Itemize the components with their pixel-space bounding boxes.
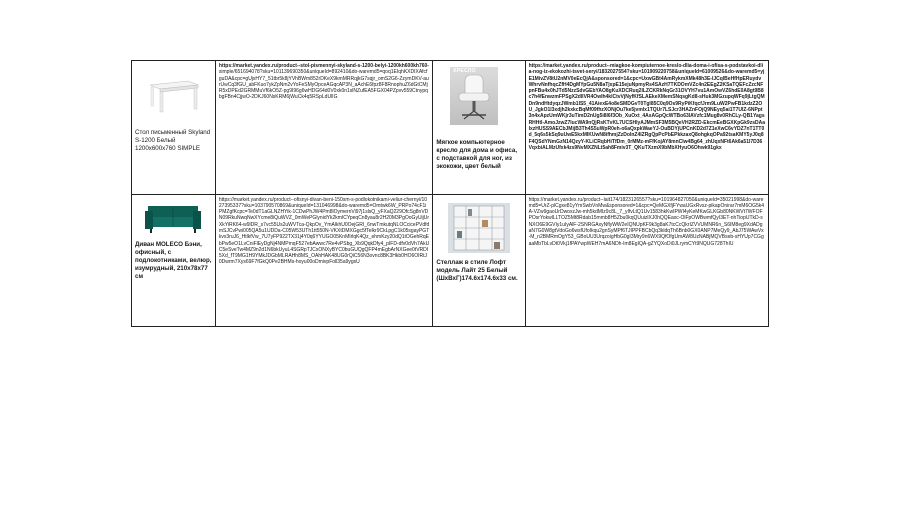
product-name: Мягкое компьютерное кресло для дома и офиса, с подставкой для ног, из экокожи, цвет белый bbox=[436, 139, 518, 170]
white-desk-image bbox=[144, 67, 202, 115]
product-cell-chair bbox=[433, 61, 525, 195]
product-url-head[interactable]: https://market.yandex.ru/product--miagkoe-kompiuternoe-kreslo-dlia-doma-i-ofisa-s-podstavkoi-dlia-nog-iz-ekokozhi-tsvet- bbox=[528, 63, 764, 76]
product-url[interactable]: https://market.yandex.ru/product--ofisnyi-divan-beni-150sm-s-podlokotnikami-veliur-chernyi/1027395337?sku=103790570869&uniqueId=131046998&do-waremd5=Omtwk6W_PRPo74cF1iPMZgfKcpc=Te0dT1aGLNZHYik-1CDwPhJW4Pm8lOymernVi97j1slsQ_yFXaQ229OfcSg8nVDN09RkuNwqNwXYcme8iQuWVZ_0mWePGlynidYk2kmICYpeqCn8yau8r2H20M3PgOoGyUijUrXkYiRK64-w9lDR_s7vc55Us2uWVTca-QkpOv_YmAlkhU0OejGRI_6nwTmkutqNLOCcicePVdfdmSJCvPwi005QA5u1UDDa-C05W53UTh1tt550N-VKXtDMXGgc5fTelkr9CkLpgC1k05sgayPGTkvx3ruJ6_HtlkfVw_7U7yFP922TX31j4Y0q6YYUGO05KnMIrlqK4Qz_ehmKzy20dQ1tOGehRqEbPw5eO1LvCniFlEyDgNj4NMPmqF527ebAwwc7Re4vPSbg_Xb9QqkDfy4_pIFD-dfv0dVh7AkUC5eSveTw4MZ9n2d1N6bkUyuL4SGRpTJCxONXyBYC0buGUQgQFP4mEgbArNXGee0tVRDI5Xd_fT9MG1H9YMkJDGbMLRAHh8MS_OAhHAK48UG0rQiC56N3ovnc8BK3Hkb0HO6OIRtJ0Dwrm7Xys69F7fGkQ0Pe2BHMs-hoyu00oDmivpFoll35a9ygsU bbox=[218, 196, 430, 266]
product-url[interactable] bbox=[529, 63, 765, 151]
table-row bbox=[132, 61, 769, 195]
product-cell-shelving bbox=[433, 194, 525, 327]
chair-icon bbox=[450, 67, 498, 125]
product-url[interactable]: https://market.yandex.ru/product--lait174/1823126557?sku=101964827050&uniqueId=35021998&do-waremd5=UrZ-plCgxe81yYmSwbVnMw&sponsored=1&cpc=QeMGXfjFYwaUGxRvsz-pikapOnirar7mM6OG5k4A-VZw9gaoUrDwoxzJw-mh5kdMIz9c8L_7_yIfvLtQ1Uv1583hkKwIPWI4yKeMKwGLKGb80NKWVt7WFOFPOsrYokwlLLTOZ5Mt8Rdab15mmb8H5Zbu0kqQUuizlXJ0hQQEaxc-OlFpOWBwmfQyI3ET-nhTiopUTkD-sNXO6E9GVIy1uIyAlF-2SNRGAxyNflyWW2eIQNUpKF9k3g8aK7tcCcQkrIZVVUMNR6n_S6IM8eg9XdADgaN7G0W8gtVdoGo6wsfUfoIkqu2gnSyMPf6TJIPPFBCbQq3kldqTh6Bnb0GX0ANP7MeQy9_AbJ75WAwVx-M_n2BMRmOgY53_GBoUU3UrqzoigHbG0gI3Mry9n6WX9QfOfgUmAW8UzNABjMQVBseb-sHYUp7CGgaaMbTbLvDt0Vkj1fPAYwpWEH7mA6NDh-Im8EgIQA-gZYQXoDi0JLrymCYt9NQUG728ThIU bbox=[528, 196, 765, 247]
product-url-body[interactable]: seryi/1832027554?sku=101909220758&uniqueId=61009526&do-waremd5=yjE1MivZV8tU2nMV0eEcQjA&sponsored=1&cpc=UxwGBt4AmRykmXMk48h3E-IJCqlBeHfHpERuydvWhrvNnfhqcZfH4DgMYpGu5N8aTjxpE15ejuNpmyRs4SAzH7TKDOmVZc4n2EEgZ2KSaTQEFcZzcNFpnFBu4x0hJTd5NzzSdvGEbYAO8gKuXDCRuq2ILZCKRkNqGr31OVYH7vu1AmOwVZ6hdE0A8gt9B8c7h4fEnwzmFPSgX2dlIVR4OwIh4klCtvVjNyfKfSLAEkeXMemSNqsgKd8-sHuk3MGzupqWFq9jLtgQMDn9ndHtdyqzJWmb1IS5_41AiexE4o8eSMDGvT0TgI85C0q9Os9RyPiKfqcfJrm9LuW2PwFB1kdzZ2OU_JgkO1l3xdjh2kxkcBqMf09fhzXONjOu7ke5jvmlx1TQUr7LSJcr3HAZnFOjQ9NEyq5ai1T7UIZ-6NPpt3n4xApzUmWKjr3uTimD2nUg5i8l6f3Ob_XuOxt_4AsAGpQcWTBo63lAVzfc1Mug8v0RhCLy-QB1YagsRHHtI-AmoJzwZ7IucWA9nQjRsKTvKL7UCSHlyAJMmSF3M5BQeVH2RZD-EkcmEeBGXKpGk9zsDAaIxzHUSS9AECbJMijB3Th4S5uWpR0eh-o6aQxpkWaeYJ-OuBDYjUPCnKD2d7Z1eXwC6vYDZ7nT1TT0d_5q6s5kSq9uUwE5kxMIKUwN8ifhmjZzDoInZ4IZRgQpPcPbEPkkzaxQ8ohgkqOPa92tsaKMY5yJ0q8F4QSdYNmGzN14QzyY-KLiCRqbHiTfDm_0rMMz-mFfKojAY8mnCIw4Bg64_zhUqxNFt6Ak6a51l7D36VqxbiALMzUfxk4zs9NvMXZNLt5ah8Fmiv3T_QKuTXzmX9bMbXHyuO6Ohwk91gkx bbox=[528, 69, 766, 151]
product-url-cell bbox=[215, 194, 433, 327]
product-name: Стол письменный Skyland S-1200 Белый 1200x600x760 SIMPLE bbox=[135, 129, 211, 152]
product-url-cell bbox=[525, 194, 768, 327]
product-table bbox=[131, 60, 769, 327]
product-name: Стеллаж в стиле Лофт модель Лайт 25 Белый (ШхВхГ)174.6х174.6х33 см. bbox=[436, 258, 518, 282]
product-name: Диван MOLECO Бэни, офисный, с подлокотниками, велюр, изумрудный, 210х78х77 см bbox=[135, 240, 212, 280]
product-cell-sofa bbox=[132, 194, 216, 327]
product-cell-desk bbox=[132, 61, 216, 195]
white-shelving-image bbox=[448, 203, 510, 253]
product-url-head[interactable]: https://market.yandex.ru/product--stol-pismennyi-skyland-s-1200-belyi-1200kh600kh760- bbox=[218, 63, 429, 69]
product-url-body[interactable]: simple/651694078?sku=101139690350&uniqueId=892410&do-waremd5=qoq1EIqhKXDIXAfcfguDA&cpc=gUjxHY7_51tbr5k8jYVhBWm852rDKeX9kmMRRqjkG7sqjr_omS2G6-ZzymDKV-aurUwCq3fGU_abFKuo7ykZpNm2vYoFeSMyOpceAGqcAP3N_aAchE6fpz8F8RnophuZ6dGtCMjR5xDPEd2GRMMuVf6kO5Z-pg9I96g6wHDG64d0V0xk0n1slNZufEA5FGX04PZpvv559CtnypqbgFBn4CjjwO-2DKJ60NsKRM6jWuCk4q5RSpLdUlIG bbox=[218, 69, 429, 101]
product-url-cell bbox=[525, 61, 768, 195]
table-row bbox=[132, 194, 769, 327]
white-office-chair-image bbox=[450, 67, 498, 125]
emerald-sofa-image bbox=[142, 203, 204, 237]
chair-image-label: КРЕСЛО bbox=[453, 68, 476, 74]
product-url-cell bbox=[215, 61, 433, 195]
product-url[interactable] bbox=[219, 63, 430, 101]
